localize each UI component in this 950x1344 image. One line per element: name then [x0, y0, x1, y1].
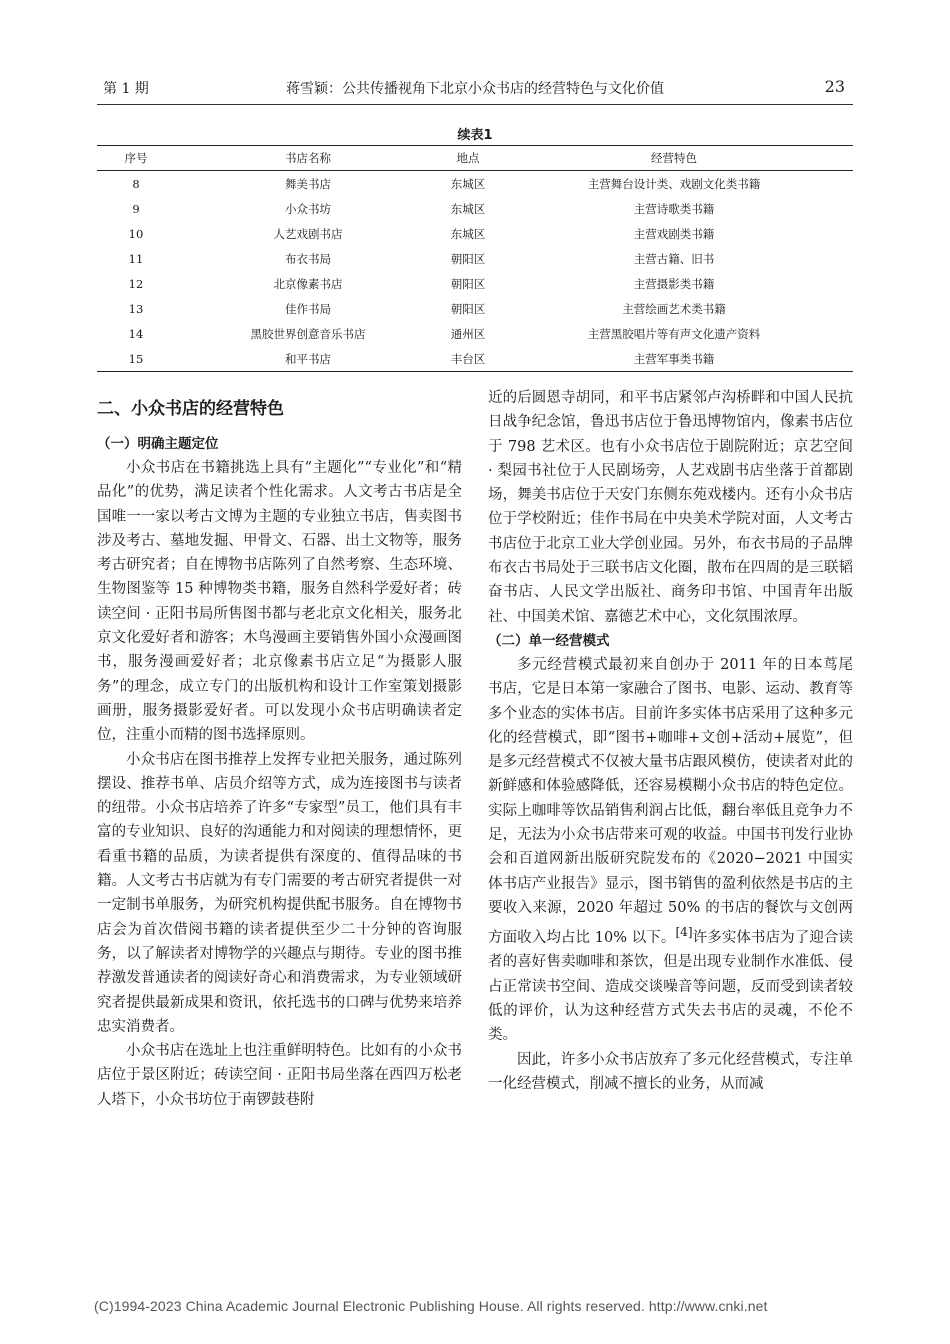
body-paragraph: 近的后圆恩寺胡同，和平书店紧邻卢沟桥畔和中国人民抗日战争纪念馆，鲁迅书店位于鲁迅博物馆内，像素书店位于 798 艺术区。也有小众书店位于剧院附近；京艺空间 · 梨园书社位于人民剧场旁，人艺戏剧书店坐落于首都剧场，舞美书店位于天安门东侧东苑戏楼内。还有小众书店位于学校附近；佳作书局在中央美术学院对面，人文考古书店位于北京工业大学创业园。另外，布衣书局的子品牌布衣古书局处于三联书店文化圈，散布在四周的是三联韬奋书店、人民文学出版社、商务印书馆、中国青年出版社、中国美术馆、嘉德艺术中心，文化氛围浓厚。	[488, 390, 853, 625]
table-cell: 15	[97, 346, 175, 372]
header-cell: 地点	[441, 146, 495, 171]
body-paragraph: 小众书店在图书推荐上发挥专业把关服务，通过陈列摆设、推荐书单、店员介绍等方式，成为连接图书与读者的纽带。小众书店培养了许多“专家型”员工，他们具有丰富的专业知识、良好的沟通能力和对阅读的理想情怀，更看重书籍的品质，为读者提供有深度的、值得品味的书籍。人文考古书店就为有专门需要的考古研究者提供一对一定制书单服务，为研究机构提供配书服务。自在博物书店会为首次借阅书籍的读者提供至少二十分钟的咨询服务，以了解读者对博物学的兴趣点与期待。专业的图书推荐激发普通读者的阅读好奇心和消费需求，为专业领域研究者提供最新成果和资讯，依托选书的口碑与优势来培养忠实消费者。	[97, 751, 462, 1035]
body-paragraph: 小众书店在选址上也注重鲜明特色。比如有的小众书店位于景区附近；砖读空间 · 正阳书局坐落在西四万松老人塔下，小众书坊位于南锣鼓巷附	[97, 1043, 462, 1108]
table-row	[97, 221, 853, 246]
table-cell: 主营摄影类书籍	[633, 276, 715, 291]
table-row	[97, 196, 853, 221]
table-cell: 主营黑胶唱片等有声文化遗产资料	[587, 326, 761, 341]
header-cell: 序号	[97, 146, 175, 171]
citation-ref[interactable]: [4]	[675, 925, 693, 940]
table-cell: 14	[128, 326, 144, 341]
subsection-heading: （二）单一经营模式	[488, 632, 610, 649]
table-cell: 13	[128, 301, 144, 316]
table-title: 续表1	[457, 128, 493, 143]
running-title: 蒋雪颖：公共传播视角下北京小众书店的经营特色与文化价值	[286, 81, 664, 97]
table-cell: 人艺戏剧书店	[273, 226, 343, 241]
table-cell: 9	[132, 201, 140, 216]
issue-number: 第 1 期	[103, 81, 149, 97]
table-cell: 主营舞台设计类、戏剧文化类书籍	[587, 176, 761, 191]
page-number: 23	[824, 77, 845, 96]
table-row	[97, 346, 853, 372]
table-cell: 北京像素书店	[273, 276, 343, 291]
body-paragraph	[488, 653, 853, 1048]
table-cell: 佳作书局	[285, 301, 331, 316]
header-cell: 经营特色	[495, 146, 853, 171]
table-row	[97, 321, 853, 346]
table-row	[97, 296, 853, 321]
table-cell: 朝阳区	[450, 251, 486, 266]
table-cell: 11	[128, 251, 144, 266]
table-cell: 朝阳区	[450, 276, 486, 291]
subsection-heading: （一）明确主题定位	[97, 436, 219, 452]
table-cell: 10	[128, 226, 144, 241]
header-cell: 书店名称	[175, 146, 441, 171]
table-header-row	[97, 146, 853, 171]
table-cell: 小众书坊	[285, 201, 331, 216]
section-heading: 二、小众书店的经营特色	[97, 399, 284, 419]
table-cell: 舞美书店	[285, 176, 331, 191]
body-paragraph: 因此，许多小众书店放弃了多元化经营模式，专注单一化经营模式，削减不擅长的业务，从而减	[488, 1051, 853, 1092]
header-rule	[97, 104, 853, 105]
table-cell: 东城区	[450, 176, 486, 191]
table-cell: 和平书店	[175, 346, 441, 372]
body-paragraph: 小众书店在书籍挑选上具有“主题化”“专业化”和“精品化”的优势，满足读者个性化需求。人文考古书店是全国唯一一家以考古文博为主题的专业独立书店，售卖图书涉及考古、墓地发掘、甲骨文、石器、出土文物等，服务考古研究者；自在博物书店陈列了自然考察、生态环境、生物图鉴等 15 种博物类书籍，服务自然科学爱好者；砖读空间 · 正阳书局所售图书都与老北京文化相关，服务北京文化爱好者和游客；木鸟漫画主要销售外国小众漫画图书，服务漫画爱好者；北京像素书店立足“为摄影人服务”的理念，成立专门的出版机构和设计工作室策划摄影画册，服务摄影爱好者。可以发现小众书店明确读者定位，注重小而精的图书选择原则。	[97, 460, 462, 744]
table-cell: 主营军事类书籍	[495, 346, 853, 372]
table-cell: 8	[132, 176, 140, 191]
table-cell: 主营绘画艺术类书籍	[622, 301, 726, 316]
left-column	[97, 386, 462, 1112]
table-cell: 布衣书局	[285, 251, 331, 266]
copyright-footer: (C)1994-2023 China Academic Journal Electronic Publishing House. All rights reserved. http://www.cnki.net	[94, 1298, 768, 1314]
table-cell: 朝阳区	[450, 301, 486, 316]
table-cell: 通州区	[450, 326, 486, 341]
bookstore-table	[97, 145, 853, 372]
table-row	[97, 246, 853, 271]
table-row	[97, 271, 853, 296]
table-row	[97, 171, 853, 197]
paragraph-text: 多元经营模式最初来自创办于 2011 年的日本茑尾书店，它是日本第一家融合了图书、电影、运动、教育等多个业态的实体书店。目前许多实体书店采用了这种多元化的经营模式，即“图书+咖啡+文创+活动+展览”，但是多元经营模式不仅被大量书店跟风模仿，使读者对此的新鲜感和体验感降低，还容易模糊小众书店的特色定位。实际上咖啡等饮品销售利润占比低，翻台率低且竞争力不足，无法为小众书店带来可观的收益。中国书刊发行业协会和百道网新出版研究院发布的《2020−2021 中国实体书店产业报告》显示，图书销售的盈利依然是书店的主要收入来源，2020 年超过 50% 的书店的餐饮与文创两方面收入均占比 10% 以下。	[488, 656, 853, 947]
table-cell: 东城区	[450, 201, 486, 216]
paragraph-text: 许多实体书店为了迎合读者的喜好售卖咖啡和茶饮，但是出现专业制作水准低、侵占正常读书空间、造成交谈噪音等问题，反而受到读者较低的评价，认为这种经营方式失去书店的灵魂，不伦不类。	[488, 930, 854, 1044]
table-cell: 黑胶世界创意音乐书店	[250, 326, 366, 341]
table-cell: 东城区	[450, 226, 486, 241]
right-column	[488, 386, 853, 1096]
table-cell: 主营戏剧类书籍	[633, 226, 715, 241]
table-cell: 主营诗歌类书籍	[633, 201, 715, 216]
table-cell: 丰台区	[441, 346, 495, 372]
table-cell: 12	[128, 276, 144, 291]
table-cell: 主营古籍、旧书	[633, 251, 715, 266]
